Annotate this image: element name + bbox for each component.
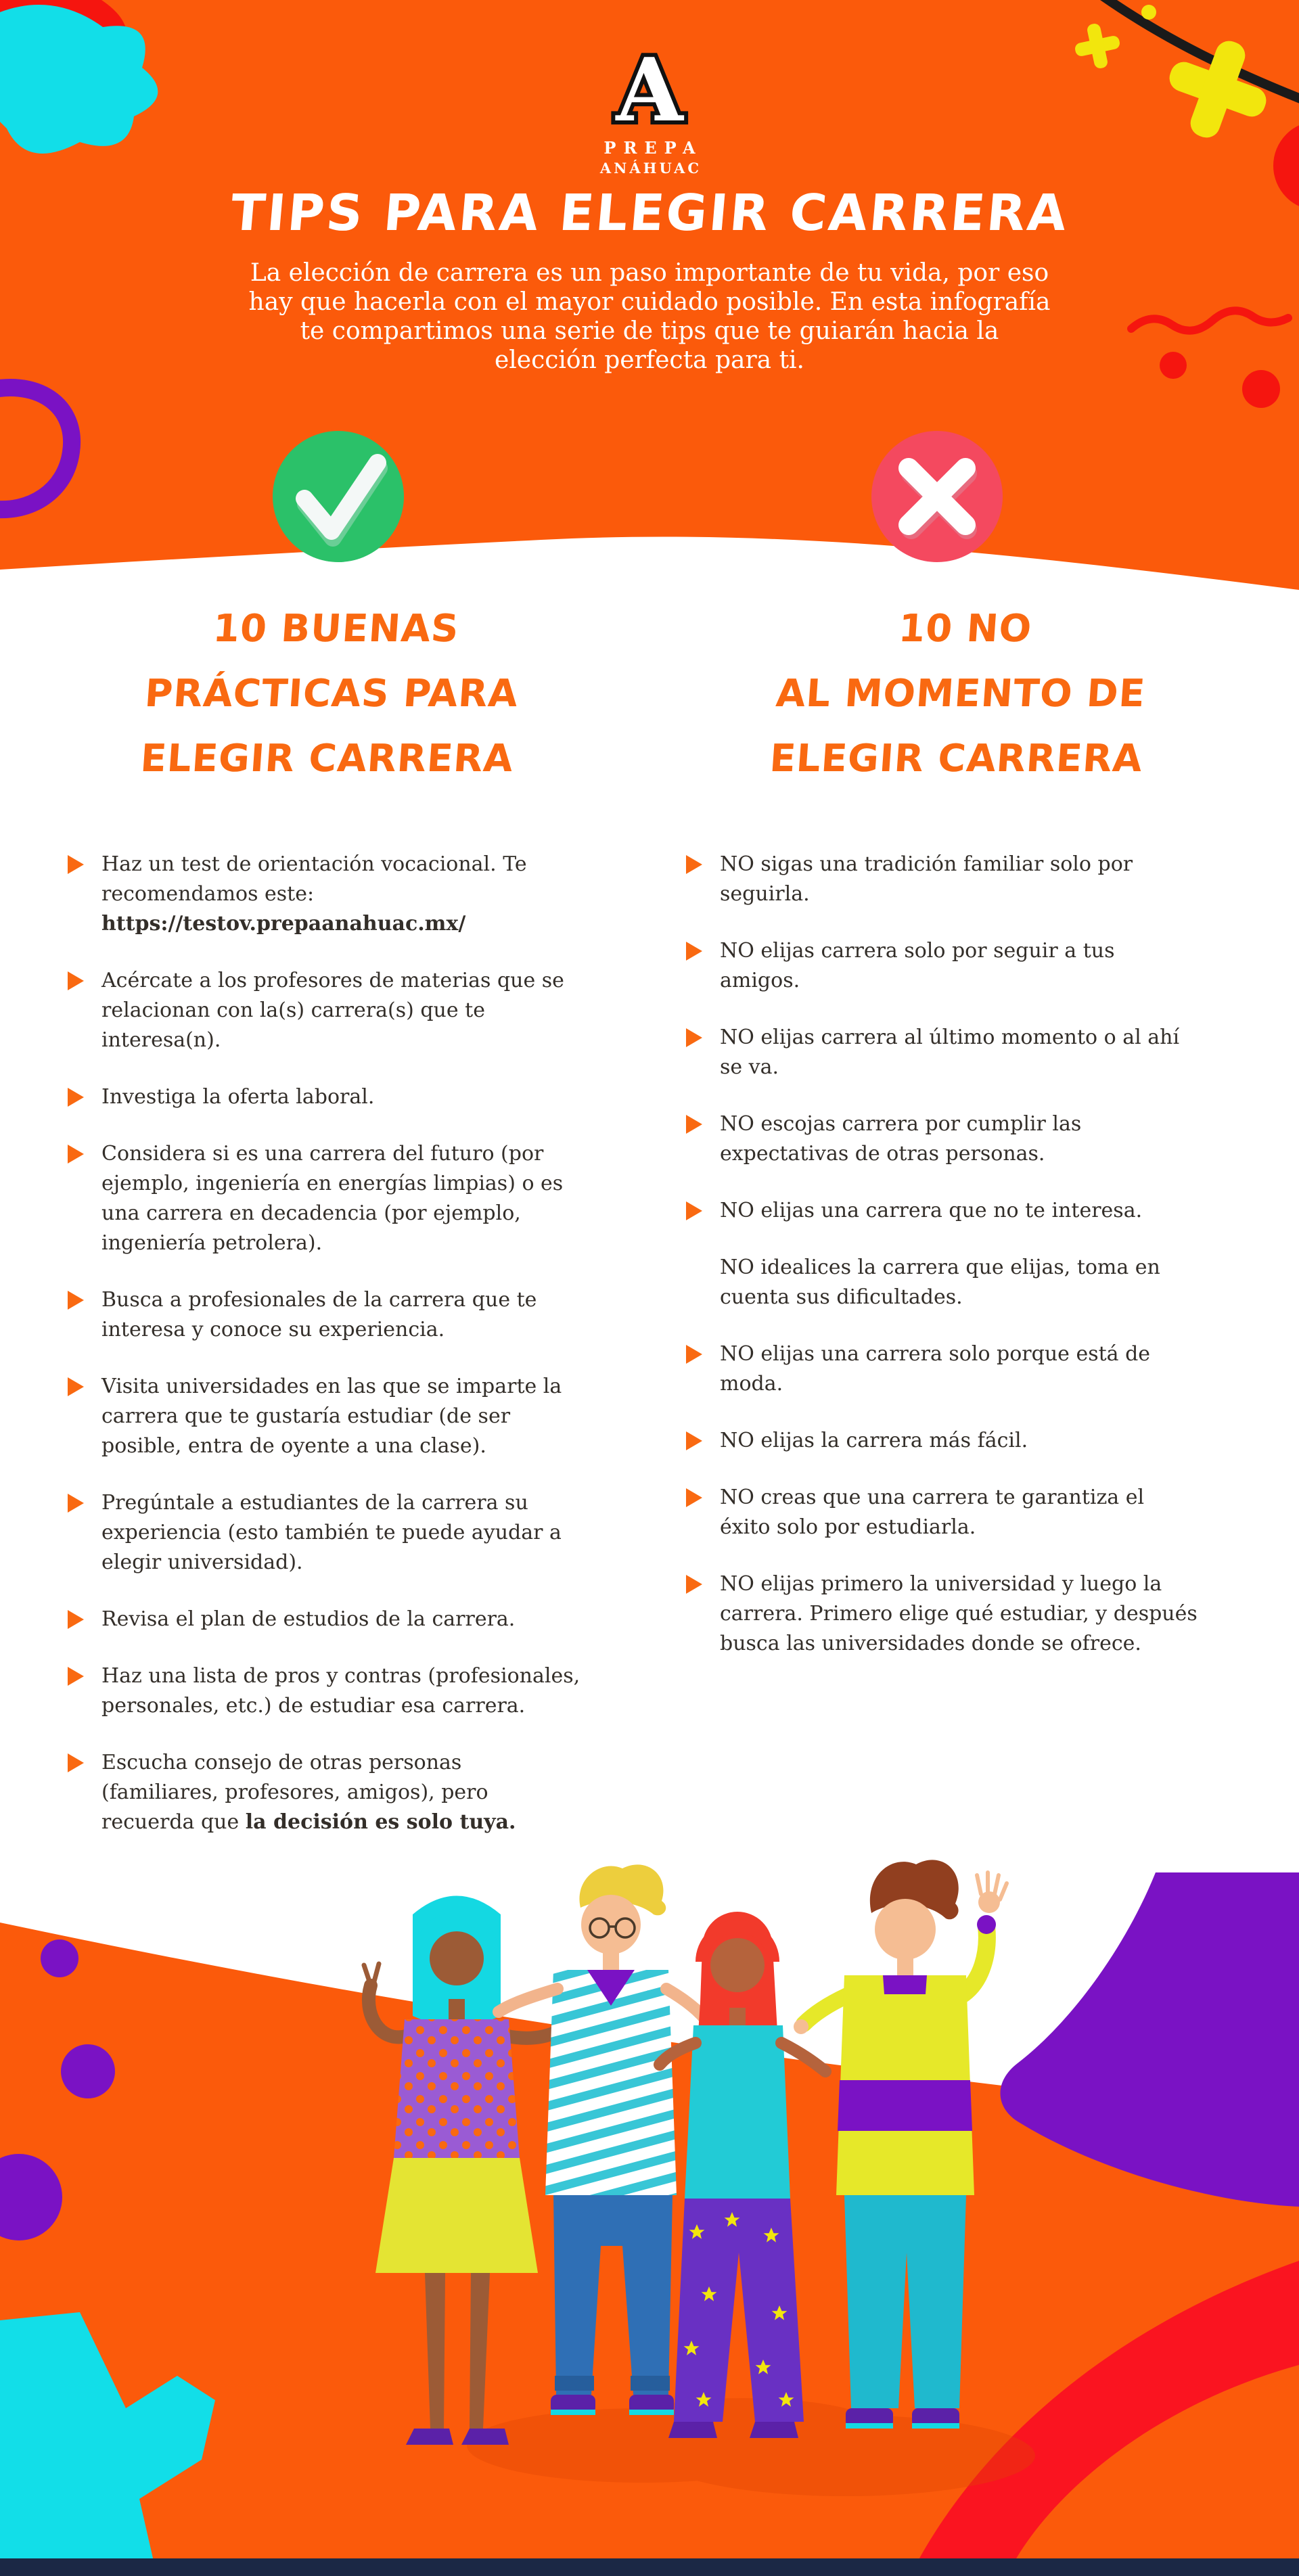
intro-line: te compartimos una serie de tips que te guiarán hacia la (300, 317, 999, 345)
intro-line: elección perfecta para ti. (494, 346, 805, 374)
list-item (686, 850, 1200, 909)
list-item (686, 936, 1200, 996)
list-item-text: NO elijas una carrera que no te interesa. (720, 1199, 1143, 1222)
list-item-text: Revisa el plan de estudios de la carrera. (101, 1607, 516, 1631)
list-item (686, 1023, 1200, 1082)
list-item (68, 1372, 582, 1461)
bullet-triangle-icon (686, 1028, 702, 1047)
check-icon (273, 431, 404, 562)
list-item-text: NO elijas carrera al último momento o al ahí se va. (720, 1026, 1180, 1079)
list-item-text: NO sigas una tradición familiar solo por seguirla. (720, 852, 1133, 906)
list-item (68, 850, 582, 939)
logo-letter-a: A (616, 40, 683, 141)
logo-wordmark (0, 41, 1299, 177)
donts-heading: 10 NO AL MOMENTO DE ELEGIR CARRERA (768, 607, 1147, 781)
bullet-triangle-icon (686, 1115, 702, 1134)
bottom-bar (0, 2558, 1299, 2576)
list-item (686, 1253, 1200, 1312)
list-item (68, 1488, 582, 1578)
list-item (68, 966, 582, 1055)
red-dot (1160, 352, 1187, 379)
bullet-triangle-icon (68, 971, 84, 990)
bullet-triangle-icon (68, 855, 84, 874)
bullet-triangle-icon (68, 1088, 84, 1107)
list-item-text: NO idealices la carrera que elijas, toma en cuenta sus dificultades. (720, 1256, 1160, 1309)
bullet-triangle-icon (686, 1201, 702, 1220)
list-item (68, 1285, 582, 1345)
list-item-text: Pregúntale a estudiantes de la carrera su experiencia (esto también te puede ayudar a elegir universidad). (101, 1491, 562, 1574)
logo-line-anahuac: ANÁHUAC (599, 160, 702, 177)
list-item (68, 1605, 582, 1634)
bullet-triangle-icon (68, 1377, 84, 1396)
bullet-triangle-icon (68, 1494, 84, 1513)
list-item-text: Busca a profesionales de la carrera que te interesa y conoce su experiencia. (101, 1288, 537, 1341)
donts-list (686, 850, 1200, 1686)
good-practices-heading: 10 BUENAS PRÁCTICAS PARA ELEGIR CARRERA (139, 607, 520, 781)
list-item (686, 1483, 1200, 1542)
bullet-triangle-icon (68, 1610, 84, 1629)
bullet-triangle-icon (68, 1145, 84, 1164)
list-item (686, 1569, 1200, 1659)
list-item-text: NO creas que una carrera te garantiza el éxito solo por estudiarla. (720, 1486, 1145, 1539)
list-item (68, 1082, 582, 1112)
list-item-text: NO elijas la carrera más fácil. (720, 1429, 1028, 1452)
list-item (686, 1426, 1200, 1456)
bullet-triangle-icon (686, 942, 702, 961)
list-item-text: Escucha consejo de otras personas (familiares, profesores, amigos), pero recuerda que la decisión es solo tuya. (101, 1751, 516, 1834)
good-practices-list (68, 850, 582, 1864)
list-item-text: Haz un test de orientación vocacional. Te recomendamos este: https://testov.prepaanahuac.mx/ (101, 852, 527, 936)
red-dot (1242, 370, 1280, 408)
list-item-text: Considera si es una carrera del futuro (por ejemplo, ingeniería en energías limpias) o es una carrera en decadencia (por ejemplo, ingeniería petrolera). (101, 1142, 564, 1255)
list-item (686, 1196, 1200, 1226)
x-icon (871, 431, 1003, 562)
bullet-triangle-icon (686, 1488, 702, 1507)
list-item-text: NO elijas una carrera solo porque está de moda. (720, 1342, 1151, 1396)
page-title: TIPS PARA ELEGIR CARRERA (228, 184, 1071, 242)
list-item (68, 1139, 582, 1258)
list-item (68, 1661, 582, 1721)
list-item-text: NO elijas primero la universidad y luego la carrera. Primero elige qué estudiar, y después busca las universidades donde se ofrece. (720, 1572, 1198, 1655)
bullet-triangle-icon (686, 1431, 702, 1450)
purple-dot (41, 1939, 78, 1977)
list-item (686, 1339, 1200, 1399)
bullet-triangle-icon (68, 1667, 84, 1686)
yellow-dot (1141, 5, 1156, 20)
list-item-text: Visita universidades en las que se imparte la carrera que te gustaría estudiar (de ser posible, entra de oyente a una clase). (101, 1375, 562, 1458)
bullet-triangle-icon (68, 1291, 84, 1310)
list-item-text: NO escojas carrera por cumplir las expectativas de otras personas. (720, 1112, 1082, 1166)
list-item (68, 1748, 582, 1837)
purple-dot (61, 2044, 115, 2098)
list-item-text: NO elijas carrera solo por seguir a tus amigos. (720, 939, 1115, 992)
bullet-triangle-icon (686, 855, 702, 874)
bullet-triangle-icon (68, 1753, 84, 1772)
intro-paragraph (176, 258, 1123, 375)
intro-line: La elección de carrera es un paso importante de tu vida, por eso (250, 259, 1049, 287)
list-item-text: Investiga la oferta laboral. (101, 1085, 375, 1109)
list-item (686, 1109, 1200, 1169)
list-item-text: Haz una lista de pros y contras (profesionales, personales, etc.) de estudiar esa carrera. (101, 1664, 580, 1718)
bullet-triangle-icon (686, 1575, 702, 1594)
list-item-text: Acércate a los profesores de materias que se relacionan con la(s) carrera(s) que te interesa(n). (101, 969, 564, 1052)
logo-line-prepa: PREPA (603, 138, 703, 158)
bullet-triangle-icon (686, 1345, 702, 1364)
intro-line: hay que hacerla con el mayor cuidado posible. En esta infografía (248, 288, 1051, 316)
